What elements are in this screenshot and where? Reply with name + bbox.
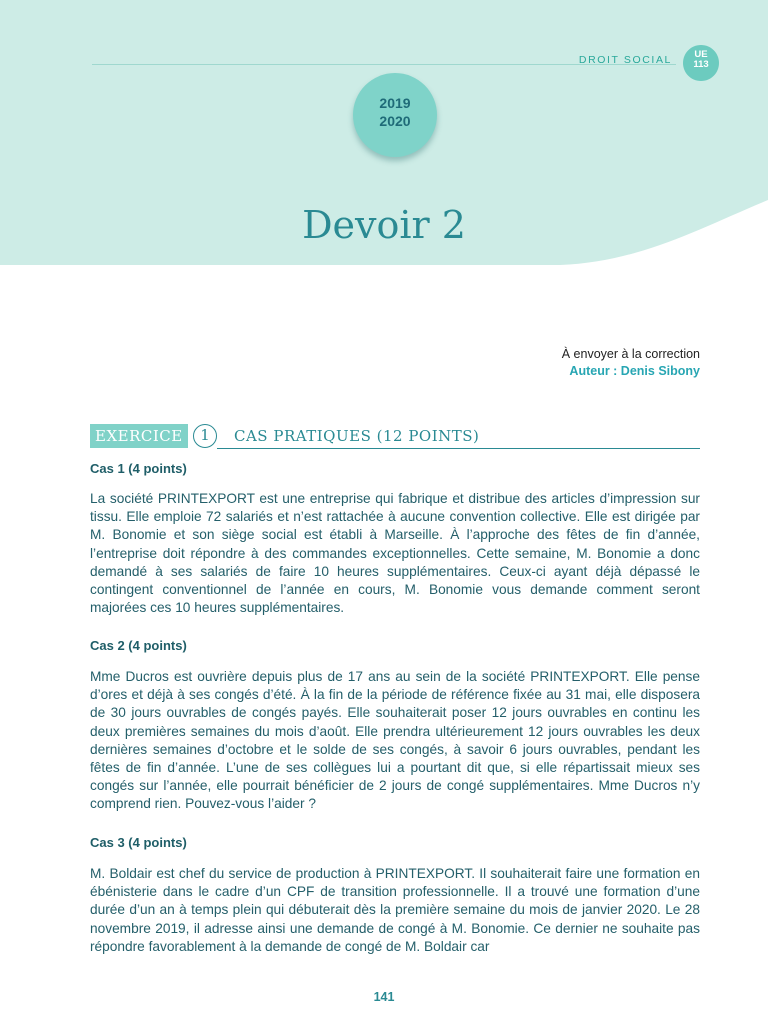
section-label: DROIT SOCIAL (578, 54, 672, 66)
author-line: Auteur : Denis Sibony (569, 364, 700, 378)
year-end: 2020 (379, 113, 411, 129)
exercise-title: CAS PRATIQUES (12 POINTS) (234, 427, 480, 445)
year-start: 2019 (379, 95, 411, 111)
ue-badge (682, 44, 720, 82)
page-number: 141 (373, 990, 395, 1004)
case-3-body: M. Boldair est chef du service de production à PRINTEXPORT. Il souhaiterait faire une formation en ébénisterie dans le cadre d’un CPF de transition professionnelle. Il a trouvé une formation d’une durée d’un an à temps plein qui débuterait dès la première semaine du mois de janvier 2020. Le 28 novembre 2019, il adresse ainsi une demande de congé à M. Bonomie. Ce dernier ne souhaite pas répondre favorablement à la demande de congé de M. Boldair car (90, 866, 700, 954)
case-1-body: La société PRINTEXPORT est une entreprise qui fabrique et distribue des articles d’impression sur tissu. Elle emploie 72 salariés et n’est rattachée à aucune convention collective. Elle est dirigée par M. Bonomie et son siège social est établi à Marseille. À l’approche des fêtes de fin d’année, l’entreprise doit répondre à des commandes exceptionnelles. Cette semaine, M. Bonomie a donc demandé à ses salariés de faire 10 heures supplémentaires. Ceux-ci ayant déjà dépassé le contingent conventionnel de l’année en cours, M. Bonomie vous demande comment seront majorées ces 10 heures supplémentaires. (90, 491, 700, 616)
ue-number: 113 (693, 59, 709, 70)
case-3-title: Cas 3 (4 points) (90, 835, 187, 850)
year-badge (353, 73, 437, 157)
exercise-label: EXERCICE (90, 424, 188, 448)
case-1-title: Cas 1 (4 points) (90, 461, 187, 476)
submission-note: À envoyer à la correction (561, 347, 700, 361)
exercise-number: 1 (193, 424, 217, 448)
exercise-header (90, 424, 700, 450)
exercise-rule (217, 448, 700, 449)
case-2-body: Mme Ducros est ouvrière depuis plus de 17 ans au sein de la société PRINTEXPORT. Elle pense d’ores et déjà à ses congés d’été. À la fin de la période de référence fixée au 31 mai, elle disposera de 30 jours ouvrables de congés payés. Elle souhaiterait poser 12 jours ouvrables en continu les deux premières semaines du mois d’août. Elle prendra ultérieurement 12 jours ouvrables les deux dernières semaines d’octobre et le solde de ses congés, à savoir 6 jours ouvrables, pendant les fêtes de fin d’année. L’une de ses collègues lui a pourtant dit que, si elle répartissait mieux ses congés sur l’année, elle pourrait bénéficier de 2 jours de congé supplémentaires. Mme Ducros n’y comprend rien. Pouvez-vous l’aider ? (90, 669, 700, 812)
ue-label: UE (694, 49, 708, 60)
page-title: Devoir 2 (302, 203, 466, 247)
case-2-title: Cas 2 (4 points) (90, 638, 187, 653)
